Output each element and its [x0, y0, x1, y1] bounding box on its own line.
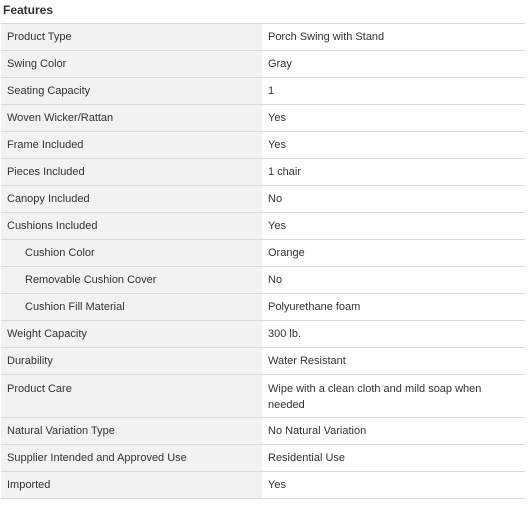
- row-value: 300 lb.: [262, 321, 525, 348]
- row-value: Yes: [262, 105, 525, 132]
- row-label: Natural Variation Type: [1, 418, 262, 445]
- table-row: [1, 375, 525, 418]
- row-label: Cushions Included: [1, 213, 262, 240]
- row-value: Yes: [262, 132, 525, 159]
- table-row: [1, 418, 525, 445]
- features-section: [1, 0, 527, 499]
- table-row: [1, 186, 525, 213]
- table-row: [1, 267, 525, 294]
- row-label: Woven Wicker/Rattan: [1, 105, 262, 132]
- row-value: 1: [262, 78, 525, 105]
- row-label: Pieces Included: [1, 159, 262, 186]
- row-label: Imported: [1, 472, 262, 499]
- row-value: Wipe with a clean cloth and mild soap when needed: [262, 375, 525, 418]
- table-row: [1, 321, 525, 348]
- table-row: [1, 348, 525, 375]
- row-value: No: [262, 267, 525, 294]
- row-value: Orange: [262, 240, 525, 267]
- row-label: Cushion Color: [1, 240, 262, 267]
- specs-table: [1, 23, 525, 499]
- row-value: Yes: [262, 472, 525, 499]
- table-row: [1, 51, 525, 78]
- row-label: Product Type: [1, 24, 262, 51]
- row-value: Yes: [262, 213, 525, 240]
- row-value: No Natural Variation: [262, 418, 525, 445]
- row-label: Removable Cushion Cover: [1, 267, 262, 294]
- row-label: Frame Included: [1, 132, 262, 159]
- row-label: Weight Capacity: [1, 321, 262, 348]
- row-value: Residential Use: [262, 445, 525, 472]
- table-row: [1, 294, 525, 321]
- table-row: [1, 445, 525, 472]
- row-label: Cushion Fill Material: [1, 294, 262, 321]
- row-label: Canopy Included: [1, 186, 262, 213]
- table-row: [1, 24, 525, 51]
- row-label: Supplier Intended and Approved Use: [1, 445, 262, 472]
- row-value: Gray: [262, 51, 525, 78]
- table-row: [1, 213, 525, 240]
- row-value: No: [262, 186, 525, 213]
- row-label: Durability: [1, 348, 262, 375]
- table-row: [1, 472, 525, 499]
- row-label: Seating Capacity: [1, 78, 262, 105]
- row-value: Polyurethane foam: [262, 294, 525, 321]
- table-row: [1, 159, 525, 186]
- row-value: 1 chair: [262, 159, 525, 186]
- table-row: [1, 240, 525, 267]
- row-label: Swing Color: [1, 51, 262, 78]
- table-row: [1, 105, 525, 132]
- row-label: Product Care: [1, 375, 262, 418]
- table-row: [1, 132, 525, 159]
- row-value: Water Resistant: [262, 348, 525, 375]
- table-row: [1, 78, 525, 105]
- row-value: Porch Swing with Stand: [262, 24, 525, 51]
- section-title: Features: [3, 3, 54, 17]
